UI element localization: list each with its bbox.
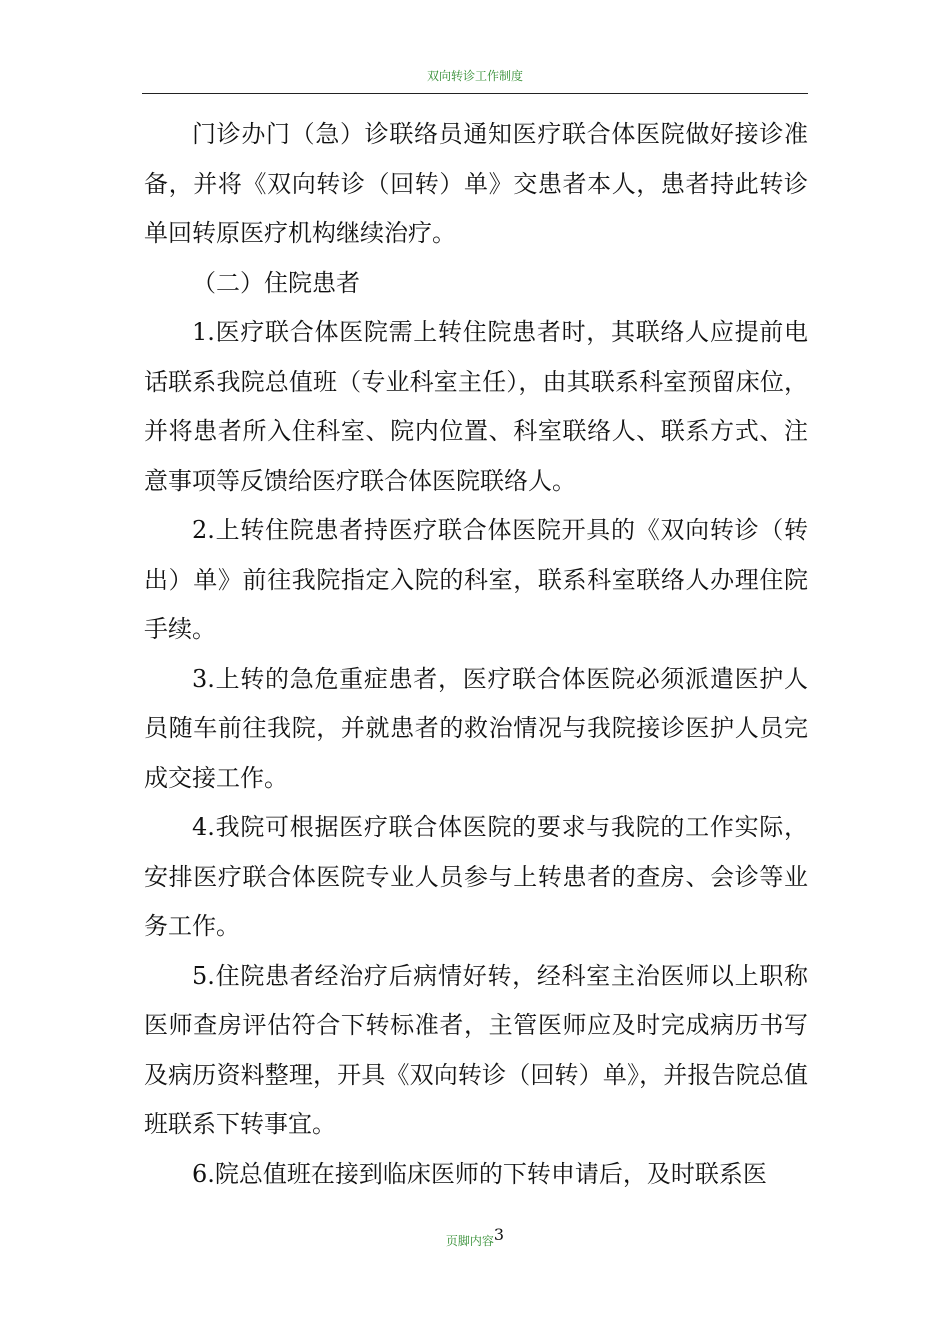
page-footer: [142, 1225, 808, 1251]
paragraph-item-2: 2.上转住院患者持医疗联合体医院开具的《双向转诊（转出）单》前往我院指定入院的科室，联系科室联络人办理住院手续。: [144, 516, 808, 643]
paragraph-item-4: 4.我院可根据医疗联合体医院的要求与我院的工作实际，安排医疗联合体医院专业人员参与上转患者的查房、会诊等业务工作。: [144, 813, 808, 940]
paragraph-continuation: 门诊办门（急）诊联络员通知医疗联合体医院做好接诊准备，并将《双向转诊（回转）单》交患者本人，患者持此转诊单回转原医疗机构继续治疗。: [144, 120, 808, 247]
header-rule: [142, 93, 808, 94]
paragraph-item-5: 5.住院患者经治疗后病情好转，经科室主治医师以上职称医师查房评估符合下转标准者，主管医师应及时完成病历书写及病历资料整理，开具《双向转诊（回转）单》，并报告院总值班联系下转事宜。: [144, 961, 808, 1138]
section-heading-inpatients: （二）住院患者: [192, 268, 360, 297]
footer-label: 页脚内容: [445, 1234, 494, 1248]
document-body: [144, 110, 808, 1199]
paragraph-item-6: 6.院总值班在接到临床医师的下转申请后，及时联系医: [192, 1159, 767, 1188]
paragraph-item-3: 3.上转的急危重症患者，医疗联合体医院必须派遣医护人员随车前往我院，并就患者的救治情况与我院接诊医护人员完成交接工作。: [144, 664, 808, 792]
running-header: 双向转诊工作制度: [426, 69, 523, 83]
page-number: 3: [493, 1225, 505, 1244]
paragraph-item-1: 1.医疗联合体医院需上转住院患者时，其联络人应提前电话联系我院总值班（专业科室主任），由其联系科室预留床位，并将患者所入住科室、院内位置、科室联络人、联系方式、注意事项等反馈给医疗联合体医院联络人。: [144, 318, 808, 495]
